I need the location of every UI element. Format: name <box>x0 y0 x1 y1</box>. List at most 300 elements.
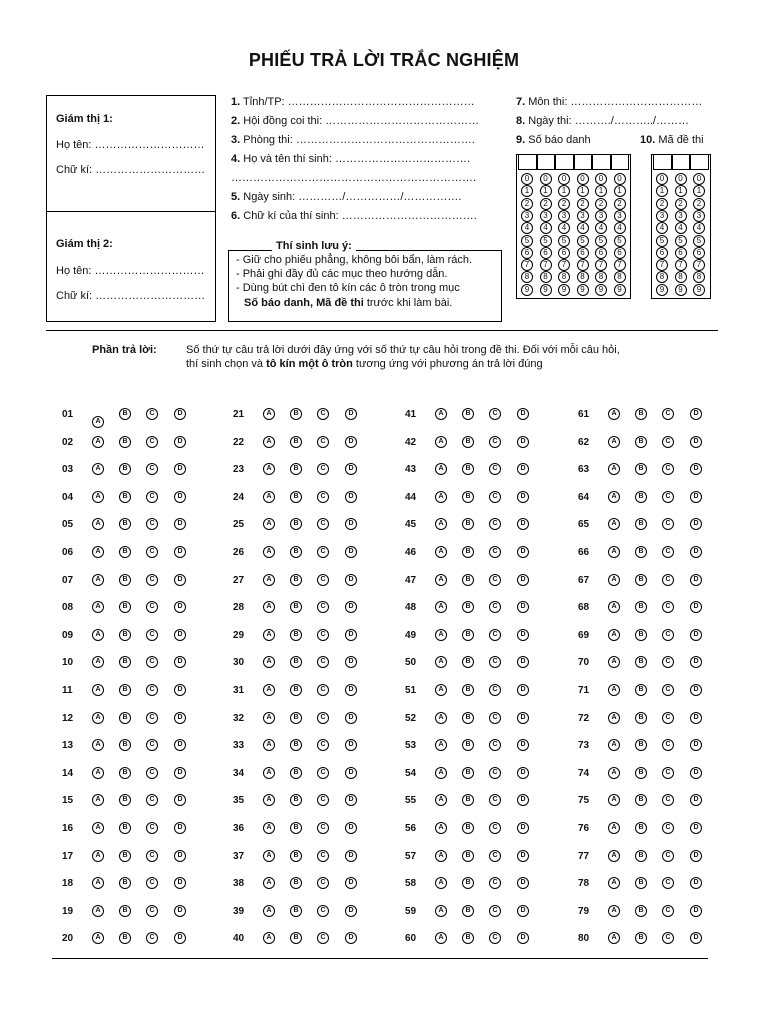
answer-bubble-c[interactable]: C <box>662 436 674 448</box>
answer-bubble-b[interactable]: B <box>119 932 131 944</box>
answer-bubble-a[interactable]: A <box>608 877 620 889</box>
answer-bubble-a[interactable]: A <box>263 684 275 696</box>
answer-bubble-a[interactable]: A <box>435 518 447 530</box>
answer-bubble-a[interactable]: A <box>263 932 275 944</box>
digit-bubble[interactable]: 6 <box>693 247 705 259</box>
answer-bubble-b[interactable]: B <box>635 877 647 889</box>
answer-bubble-b[interactable]: B <box>290 850 302 862</box>
answer-bubble-d[interactable]: D <box>345 850 357 862</box>
answer-bubble-c[interactable]: C <box>662 877 674 889</box>
answer-bubble-c[interactable]: C <box>489 905 501 917</box>
answer-bubble-d[interactable]: D <box>174 905 186 917</box>
answer-bubble-c[interactable]: C <box>146 739 158 751</box>
answer-bubble-c[interactable]: C <box>489 850 501 862</box>
answer-bubble-b[interactable]: B <box>635 656 647 668</box>
answer-bubble-c[interactable]: C <box>146 877 158 889</box>
digit-bubble[interactable]: 0 <box>614 173 626 185</box>
answer-bubble-a[interactable]: A <box>92 546 104 558</box>
digit-bubble[interactable]: 6 <box>614 247 626 259</box>
digit-bubble[interactable]: 1 <box>656 185 668 197</box>
digit-write-box[interactable] <box>653 154 672 170</box>
digit-write-box[interactable] <box>672 154 691 170</box>
answer-bubble-b[interactable]: B <box>119 491 131 503</box>
examiner2-signature[interactable]: Chữ kí: ………………………… <box>56 290 206 302</box>
answer-bubble-b[interactable]: B <box>462 601 474 613</box>
answer-bubble-c[interactable]: C <box>489 491 501 503</box>
answer-bubble-a[interactable]: A <box>263 877 275 889</box>
digit-bubble[interactable]: 1 <box>595 185 607 197</box>
digit-bubble[interactable]: 4 <box>614 222 626 234</box>
answer-bubble-a[interactable]: A <box>608 518 620 530</box>
answer-bubble-d[interactable]: D <box>517 518 529 530</box>
answer-bubble-a[interactable]: A <box>263 822 275 834</box>
answer-bubble-b[interactable]: B <box>290 739 302 751</box>
answer-bubble-c[interactable]: C <box>317 794 329 806</box>
answer-bubble-c[interactable]: C <box>317 739 329 751</box>
answer-bubble-c[interactable]: C <box>317 877 329 889</box>
answer-bubble-c[interactable]: C <box>662 491 674 503</box>
answer-bubble-d[interactable]: D <box>174 794 186 806</box>
answer-bubble-a[interactable]: A <box>92 905 104 917</box>
field-birth-date[interactable] <box>231 191 461 203</box>
digit-bubble[interactable]: 9 <box>614 284 626 296</box>
digit-bubble[interactable]: 2 <box>558 198 570 210</box>
answer-bubble-c[interactable]: C <box>489 574 501 586</box>
answer-bubble-b[interactable]: B <box>290 767 302 779</box>
answer-bubble-d[interactable]: D <box>690 932 702 944</box>
answer-bubble-d[interactable]: D <box>174 408 186 420</box>
answer-bubble-a[interactable]: A <box>435 794 447 806</box>
answer-bubble-c[interactable]: C <box>317 408 329 420</box>
digit-bubble[interactable]: 1 <box>577 185 589 197</box>
answer-bubble-b[interactable]: B <box>290 574 302 586</box>
digit-bubble[interactable]: 0 <box>656 173 668 185</box>
digit-write-box[interactable] <box>690 154 709 170</box>
answer-bubble-c[interactable]: C <box>489 712 501 724</box>
answer-bubble-c[interactable]: C <box>489 794 501 806</box>
answer-bubble-a[interactable]: A <box>435 408 447 420</box>
answer-bubble-a[interactable]: A <box>92 822 104 834</box>
digit-bubble[interactable]: 5 <box>614 235 626 247</box>
answer-bubble-b[interactable]: B <box>119 656 131 668</box>
digit-bubble[interactable]: 7 <box>558 259 570 271</box>
answer-bubble-a[interactable]: A <box>435 463 447 475</box>
answer-bubble-d[interactable]: D <box>690 739 702 751</box>
answer-bubble-c[interactable]: C <box>146 629 158 641</box>
answer-bubble-a[interactable]: A <box>608 574 620 586</box>
answer-bubble-b[interactable]: B <box>635 601 647 613</box>
digit-write-box[interactable] <box>518 154 537 170</box>
answer-bubble-c[interactable]: C <box>317 905 329 917</box>
answer-bubble-b[interactable]: B <box>119 822 131 834</box>
answer-bubble-a[interactable]: A <box>608 684 620 696</box>
answer-bubble-b[interactable]: B <box>290 877 302 889</box>
answer-bubble-c[interactable]: C <box>146 905 158 917</box>
answer-bubble-c[interactable]: C <box>146 601 158 613</box>
answer-bubble-a[interactable]: A <box>435 767 447 779</box>
answer-bubble-b[interactable]: B <box>290 629 302 641</box>
digit-bubble[interactable]: 4 <box>521 222 533 234</box>
digit-bubble[interactable]: 2 <box>675 198 687 210</box>
answer-bubble-d[interactable]: D <box>174 436 186 448</box>
answer-bubble-b[interactable]: B <box>462 436 474 448</box>
answer-bubble-c[interactable]: C <box>146 574 158 586</box>
answer-bubble-d[interactable]: D <box>345 491 357 503</box>
answer-bubble-c[interactable]: C <box>662 408 674 420</box>
digit-bubble[interactable]: 0 <box>540 173 552 185</box>
answer-bubble-a[interactable]: A <box>92 767 104 779</box>
digit-bubble[interactable]: 2 <box>521 198 533 210</box>
answer-bubble-d[interactable]: D <box>174 850 186 862</box>
answer-bubble-c[interactable]: C <box>489 822 501 834</box>
answer-bubble-b[interactable]: B <box>462 463 474 475</box>
digit-bubble[interactable]: 0 <box>521 173 533 185</box>
answer-bubble-a[interactable]: A <box>263 408 275 420</box>
answer-bubble-a[interactable]: A <box>608 932 620 944</box>
digit-bubble[interactable]: 6 <box>656 247 668 259</box>
digit-bubble[interactable]: 4 <box>656 222 668 234</box>
answer-bubble-b[interactable]: B <box>462 767 474 779</box>
answer-bubble-a[interactable]: A <box>435 574 447 586</box>
answer-bubble-a[interactable]: A <box>608 436 620 448</box>
answer-bubble-c[interactable]: C <box>489 601 501 613</box>
answer-bubble-c[interactable]: C <box>146 712 158 724</box>
answer-bubble-b[interactable]: B <box>119 850 131 862</box>
answer-bubble-b[interactable]: B <box>635 629 647 641</box>
answer-bubble-a[interactable]: A <box>608 601 620 613</box>
answer-bubble-b[interactable]: B <box>290 491 302 503</box>
answer-bubble-a[interactable]: A <box>92 739 104 751</box>
answer-bubble-c[interactable]: C <box>489 656 501 668</box>
answer-bubble-a[interactable]: A <box>92 629 104 641</box>
digit-bubble[interactable]: 3 <box>693 210 705 222</box>
answer-bubble-c[interactable]: C <box>317 684 329 696</box>
answer-bubble-a[interactable]: A <box>92 518 104 530</box>
digit-bubble[interactable]: 8 <box>614 271 626 283</box>
field-exam-council[interactable] <box>231 115 479 127</box>
examiner1-signature[interactable]: Chữ kí: ………………………… <box>56 164 206 176</box>
answer-bubble-c[interactable]: C <box>662 463 674 475</box>
digit-bubble[interactable]: 7 <box>521 259 533 271</box>
answer-bubble-a[interactable]: A <box>263 546 275 558</box>
answer-bubble-d[interactable]: D <box>517 574 529 586</box>
answer-bubble-a[interactable]: A <box>608 491 620 503</box>
answer-bubble-c[interactable]: C <box>146 436 158 448</box>
digit-bubble[interactable]: 7 <box>675 259 687 271</box>
field-subject[interactable] <box>516 96 702 108</box>
answer-bubble-b[interactable]: B <box>119 794 131 806</box>
answer-bubble-a[interactable]: A <box>608 656 620 668</box>
answer-bubble-a[interactable]: A <box>608 712 620 724</box>
answer-bubble-a[interactable]: A <box>435 932 447 944</box>
answer-bubble-d[interactable]: D <box>517 794 529 806</box>
answer-bubble-a[interactable]: A <box>435 546 447 558</box>
answer-bubble-b[interactable]: B <box>290 518 302 530</box>
digit-bubble[interactable]: 5 <box>595 235 607 247</box>
digit-bubble[interactable]: 4 <box>577 222 589 234</box>
digit-write-box[interactable] <box>574 154 593 170</box>
answer-bubble-a[interactable]: A <box>435 436 447 448</box>
answer-bubble-d[interactable]: D <box>174 877 186 889</box>
digit-bubble[interactable]: 5 <box>656 235 668 247</box>
answer-bubble-c[interactable]: C <box>146 850 158 862</box>
answer-bubble-b[interactable]: B <box>462 877 474 889</box>
answer-bubble-b[interactable]: B <box>290 463 302 475</box>
digit-bubble[interactable]: 7 <box>656 259 668 271</box>
field-exam-date[interactable] <box>516 115 689 127</box>
answer-bubble-b[interactable]: B <box>290 601 302 613</box>
digit-bubble[interactable]: 5 <box>540 235 552 247</box>
digit-bubble[interactable]: 6 <box>558 247 570 259</box>
answer-bubble-d[interactable]: D <box>690 767 702 779</box>
answer-bubble-c[interactable]: C <box>146 546 158 558</box>
answer-bubble-d[interactable]: D <box>345 408 357 420</box>
answer-bubble-a[interactable]: A <box>92 574 104 586</box>
answer-bubble-c[interactable]: C <box>662 518 674 530</box>
answer-bubble-d[interactable]: D <box>174 767 186 779</box>
answer-bubble-a[interactable]: A <box>608 905 620 917</box>
answer-bubble-a[interactable]: A <box>608 463 620 475</box>
answer-bubble-b[interactable]: B <box>119 574 131 586</box>
answer-bubble-c[interactable]: C <box>146 491 158 503</box>
answer-bubble-b[interactable]: B <box>462 932 474 944</box>
answer-bubble-b[interactable]: B <box>635 932 647 944</box>
digit-bubble[interactable]: 4 <box>558 222 570 234</box>
answer-bubble-b[interactable]: B <box>290 712 302 724</box>
answer-bubble-b[interactable]: B <box>635 712 647 724</box>
answer-bubble-b[interactable]: B <box>290 794 302 806</box>
answer-bubble-c[interactable]: C <box>489 436 501 448</box>
digit-bubble[interactable]: 5 <box>675 235 687 247</box>
answer-bubble-a[interactable]: A <box>263 767 275 779</box>
answer-bubble-d[interactable]: D <box>690 822 702 834</box>
answer-bubble-a[interactable]: A <box>263 491 275 503</box>
digit-bubble[interactable]: 4 <box>693 222 705 234</box>
answer-bubble-d[interactable]: D <box>690 601 702 613</box>
digit-bubble[interactable]: 2 <box>614 198 626 210</box>
answer-bubble-d[interactable]: D <box>517 629 529 641</box>
digit-bubble[interactable]: 3 <box>558 210 570 222</box>
answer-bubble-c[interactable]: C <box>489 739 501 751</box>
answer-bubble-a[interactable]: A <box>92 877 104 889</box>
answer-bubble-b[interactable]: B <box>462 905 474 917</box>
field-candidate-signature[interactable] <box>231 210 477 222</box>
answer-bubble-d[interactable]: D <box>174 712 186 724</box>
answer-bubble-b[interactable]: B <box>119 463 131 475</box>
answer-bubble-c[interactable]: C <box>146 684 158 696</box>
answer-bubble-c[interactable]: C <box>317 822 329 834</box>
answer-bubble-a[interactable]: A <box>263 463 275 475</box>
answer-bubble-a[interactable]: A <box>608 794 620 806</box>
answer-bubble-c[interactable]: C <box>489 877 501 889</box>
answer-bubble-c[interactable]: C <box>317 932 329 944</box>
answer-bubble-d[interactable]: D <box>690 518 702 530</box>
answer-bubble-a[interactable]: A <box>435 739 447 751</box>
answer-bubble-d[interactable]: D <box>174 518 186 530</box>
answer-bubble-a[interactable]: A <box>92 436 104 448</box>
answer-bubble-c[interactable]: C <box>662 601 674 613</box>
answer-bubble-c[interactable]: C <box>489 408 501 420</box>
answer-bubble-d[interactable]: D <box>345 739 357 751</box>
answer-bubble-d[interactable]: D <box>517 546 529 558</box>
answer-bubble-c[interactable]: C <box>662 712 674 724</box>
answer-bubble-c[interactable]: C <box>662 546 674 558</box>
digit-bubble[interactable]: 9 <box>693 284 705 296</box>
answer-bubble-b[interactable]: B <box>462 518 474 530</box>
digit-bubble[interactable]: 2 <box>693 198 705 210</box>
answer-bubble-a[interactable]: A <box>435 712 447 724</box>
answer-bubble-b[interactable]: B <box>462 822 474 834</box>
answer-bubble-b[interactable]: B <box>635 436 647 448</box>
digit-bubble[interactable]: 2 <box>595 198 607 210</box>
answer-bubble-a[interactable]: A <box>92 684 104 696</box>
digit-write-box[interactable] <box>611 154 630 170</box>
answer-bubble-c[interactable]: C <box>662 739 674 751</box>
digit-bubble[interactable]: 7 <box>693 259 705 271</box>
answer-bubble-c[interactable]: C <box>662 629 674 641</box>
digit-bubble[interactable]: 5 <box>521 235 533 247</box>
answer-bubble-d[interactable]: D <box>517 712 529 724</box>
digit-bubble[interactable]: 9 <box>595 284 607 296</box>
answer-bubble-a[interactable]: A <box>92 932 104 944</box>
answer-bubble-b[interactable]: B <box>635 574 647 586</box>
answer-bubble-b[interactable]: B <box>290 546 302 558</box>
answer-bubble-d[interactable]: D <box>517 463 529 475</box>
answer-bubble-b[interactable]: B <box>462 408 474 420</box>
answer-bubble-b[interactable]: B <box>635 518 647 530</box>
answer-bubble-d[interactable]: D <box>174 463 186 475</box>
answer-bubble-c[interactable]: C <box>662 656 674 668</box>
digit-bubble[interactable]: 0 <box>693 173 705 185</box>
digit-bubble[interactable]: 1 <box>540 185 552 197</box>
answer-bubble-d[interactable]: D <box>345 822 357 834</box>
answer-bubble-d[interactable]: D <box>517 739 529 751</box>
answer-bubble-a[interactable]: A <box>435 877 447 889</box>
answer-bubble-a[interactable]: A <box>263 518 275 530</box>
answer-bubble-a[interactable]: A <box>435 684 447 696</box>
digit-bubble[interactable]: 6 <box>577 247 589 259</box>
answer-bubble-c[interactable]: C <box>489 932 501 944</box>
digit-bubble[interactable]: 0 <box>595 173 607 185</box>
digit-bubble[interactable]: 3 <box>521 210 533 222</box>
answer-bubble-a[interactable]: A <box>263 905 275 917</box>
field-exam-room[interactable] <box>231 134 475 146</box>
digit-bubble[interactable]: 6 <box>540 247 552 259</box>
answer-bubble-a[interactable]: A <box>435 822 447 834</box>
answer-bubble-d[interactable]: D <box>517 822 529 834</box>
answer-bubble-a[interactable]: A <box>435 629 447 641</box>
answer-bubble-d[interactable]: D <box>517 767 529 779</box>
digit-bubble[interactable]: 9 <box>577 284 589 296</box>
answer-bubble-d[interactable]: D <box>690 629 702 641</box>
answer-bubble-d[interactable]: D <box>690 877 702 889</box>
answer-bubble-d[interactable]: D <box>345 794 357 806</box>
digit-bubble[interactable]: 1 <box>558 185 570 197</box>
answer-bubble-a[interactable]: A <box>608 408 620 420</box>
answer-bubble-b[interactable]: B <box>635 905 647 917</box>
answer-bubble-d[interactable]: D <box>517 436 529 448</box>
answer-bubble-a[interactable]: A <box>92 416 104 428</box>
digit-bubble[interactable]: 4 <box>675 222 687 234</box>
answer-bubble-a[interactable]: A <box>263 629 275 641</box>
answer-bubble-b[interactable]: B <box>290 656 302 668</box>
answer-bubble-b[interactable]: B <box>462 794 474 806</box>
digit-bubble[interactable]: 8 <box>656 271 668 283</box>
answer-bubble-a[interactable]: A <box>92 794 104 806</box>
answer-bubble-d[interactable]: D <box>345 767 357 779</box>
answer-bubble-d[interactable]: D <box>345 684 357 696</box>
digit-bubble[interactable]: 1 <box>675 185 687 197</box>
answer-bubble-c[interactable]: C <box>146 656 158 668</box>
answer-bubble-b[interactable]: B <box>290 408 302 420</box>
answer-bubble-b[interactable]: B <box>635 491 647 503</box>
digit-bubble[interactable]: 4 <box>595 222 607 234</box>
answer-bubble-c[interactable]: C <box>317 436 329 448</box>
digit-bubble[interactable]: 1 <box>693 185 705 197</box>
digit-bubble[interactable]: 9 <box>675 284 687 296</box>
answer-bubble-d[interactable]: D <box>690 491 702 503</box>
answer-bubble-d[interactable]: D <box>517 932 529 944</box>
digit-bubble[interactable]: 6 <box>675 247 687 259</box>
answer-bubble-a[interactable]: A <box>92 491 104 503</box>
digit-bubble[interactable]: 6 <box>595 247 607 259</box>
digit-bubble[interactable]: 7 <box>540 259 552 271</box>
answer-bubble-b[interactable]: B <box>290 905 302 917</box>
answer-bubble-d[interactable]: D <box>345 518 357 530</box>
answer-bubble-c[interactable]: C <box>146 408 158 420</box>
digit-bubble[interactable]: 2 <box>540 198 552 210</box>
digit-write-box[interactable] <box>537 154 556 170</box>
answer-bubble-c[interactable]: C <box>662 574 674 586</box>
answer-bubble-a[interactable]: A <box>263 601 275 613</box>
answer-bubble-a[interactable]: A <box>608 629 620 641</box>
answer-bubble-d[interactable]: D <box>345 712 357 724</box>
answer-bubble-d[interactable]: D <box>690 408 702 420</box>
answer-bubble-a[interactable]: A <box>435 905 447 917</box>
answer-bubble-a[interactable]: A <box>608 546 620 558</box>
answer-bubble-d[interactable]: D <box>517 656 529 668</box>
examiner2-name[interactable]: Họ tên: ………………………… <box>56 265 205 277</box>
answer-bubble-d[interactable]: D <box>690 684 702 696</box>
digit-bubble[interactable]: 3 <box>595 210 607 222</box>
digit-bubble[interactable]: 5 <box>577 235 589 247</box>
digit-write-box[interactable] <box>592 154 611 170</box>
answer-bubble-a[interactable]: A <box>92 463 104 475</box>
answer-bubble-c[interactable]: C <box>662 767 674 779</box>
answer-bubble-b[interactable]: B <box>119 436 131 448</box>
answer-bubble-c[interactable]: C <box>317 463 329 475</box>
answer-bubble-b[interactable]: B <box>119 546 131 558</box>
answer-bubble-d[interactable]: D <box>690 574 702 586</box>
answer-bubble-b[interactable]: B <box>290 436 302 448</box>
digit-bubble[interactable]: 7 <box>614 259 626 271</box>
answer-bubble-d[interactable]: D <box>174 491 186 503</box>
answer-bubble-b[interactable]: B <box>635 463 647 475</box>
digit-bubble[interactable]: 8 <box>595 271 607 283</box>
answer-bubble-c[interactable]: C <box>146 463 158 475</box>
answer-bubble-d[interactable]: D <box>690 463 702 475</box>
digit-bubble[interactable]: 1 <box>521 185 533 197</box>
answer-bubble-c[interactable]: C <box>317 574 329 586</box>
answer-bubble-b[interactable]: B <box>119 518 131 530</box>
answer-bubble-a[interactable]: A <box>263 656 275 668</box>
answer-bubble-b[interactable]: B <box>119 739 131 751</box>
answer-bubble-a[interactable]: A <box>435 656 447 668</box>
answer-bubble-c[interactable]: C <box>317 850 329 862</box>
answer-bubble-d[interactable]: D <box>345 436 357 448</box>
answer-bubble-a[interactable]: A <box>263 739 275 751</box>
digit-bubble[interactable]: 8 <box>540 271 552 283</box>
